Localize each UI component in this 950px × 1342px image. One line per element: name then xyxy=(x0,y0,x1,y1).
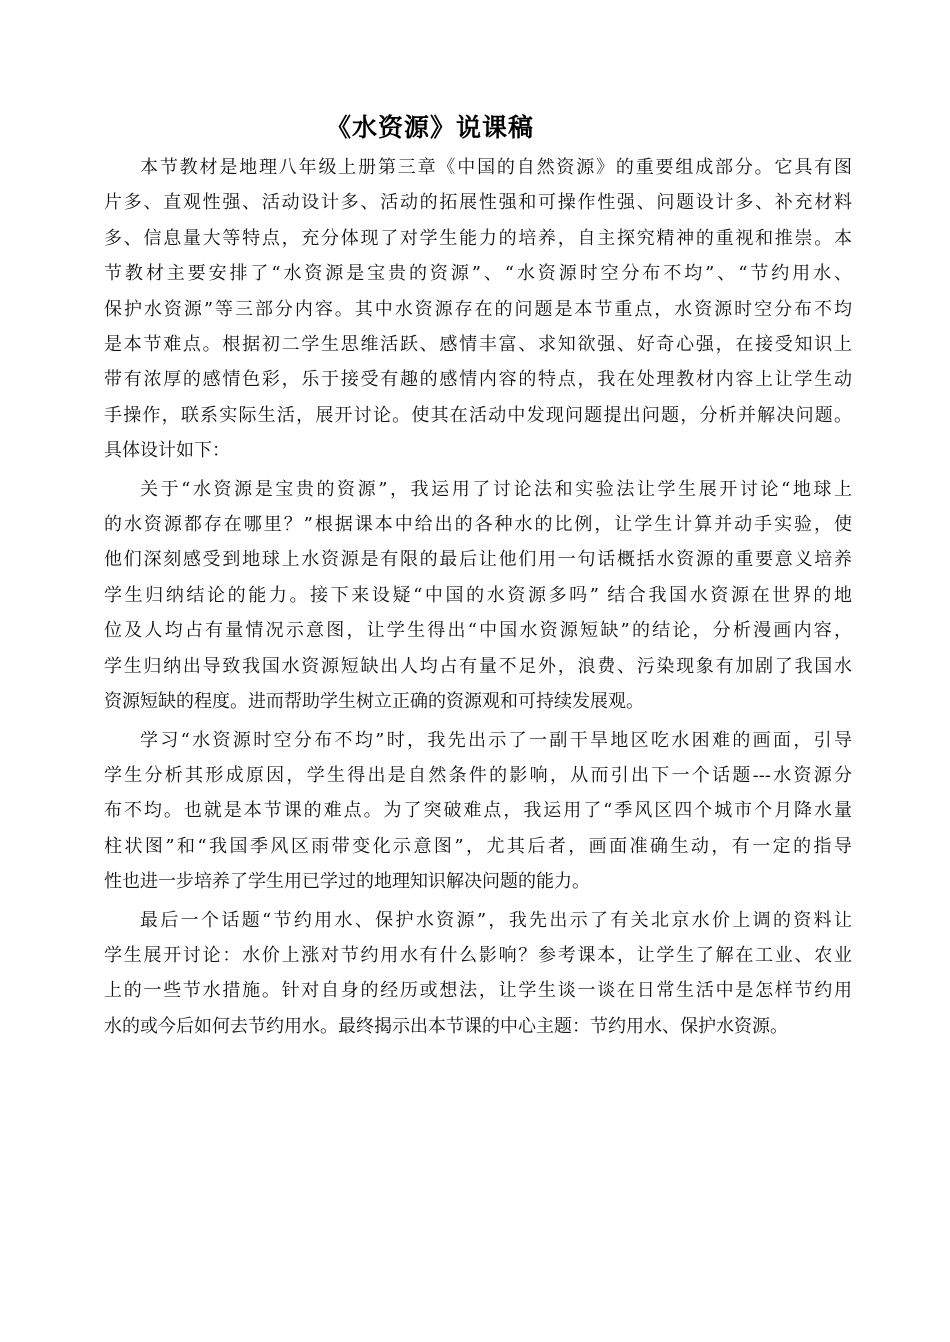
paragraph-intro xyxy=(104,150,852,469)
text-line: 的水资源都存在哪里？”根据课本中给出的各种水的比例，让学生计算并动手实验，使 xyxy=(104,514,852,536)
text-line: 手操作，联系实际生活，展开讨论。使其在活动中发现问题提出问题，分析并解决问题。 xyxy=(104,404,852,426)
document-body xyxy=(104,150,852,1044)
text-line: 具体设计如下： xyxy=(104,440,230,462)
text-line: 学生分析其形成原因，学生得出是自然条件的影响，从而引出下一个话题---水资源分 xyxy=(104,764,852,786)
text-line: 学生归纳结论的能力。接下来设疑“中国的水资源多吗” 结合我国水资源在世界的地 xyxy=(104,584,852,606)
text-line: 水的或今后如何去节约用水。最终揭示出本节课的中心主题：节约用水、保护水资源。 xyxy=(104,1015,788,1037)
text-line: 学生展开讨论：水价上涨对节约用水有什么影响？参考课本，让学生了解在工业、农业 xyxy=(104,944,852,966)
text-line: 保护水资源”等三部分内容。其中水资源存在的问题是本节重点，水资源时空分布不均 xyxy=(104,298,852,320)
text-line: 片多、直观性强、活动设计多、活动的拓展性强和可操作性强、问题设计多、补充材料 xyxy=(104,192,852,214)
text-line: 学生归纳出导致我国水资源短缺出人均占有量不足外，浪费、污染现象有加剧了我国水 xyxy=(104,655,852,677)
text-line: 学习“水资源时空分布不均”时，我先出示了一副干旱地区吃水困难的画面，引导 xyxy=(140,729,852,751)
document-title: 《水资源》说课稿 xyxy=(326,113,535,142)
paragraph-uneven-distribution xyxy=(104,723,852,900)
text-line: 带有浓厚的感情色彩，乐于接受有趣的感情内容的特点，我在处理教材内容上让学生动 xyxy=(104,369,852,391)
text-line: 他们深刻感受到地球上水资源是有限的最后让他们用一句话概括水资源的重要意义培养 xyxy=(104,549,852,571)
text-line: 是本节难点。根据初二学生思维活跃、感情丰富、求知欲强、好奇心强，在接受知识上 xyxy=(104,334,852,356)
text-line: 上的一些节水措施。针对自身的经历或想法，让学生谈一谈在日常生活中是怎样节约用 xyxy=(104,980,852,1002)
paragraph-save-water xyxy=(104,903,852,1045)
paragraph-precious-resource xyxy=(104,472,852,720)
text-line: 多、信息量大等特点，充分体现了对学生能力的培养，自主探究精神的重视和推崇。本 xyxy=(104,227,852,249)
text-line: 关于“水资源是宝贵的资源”，我运用了讨论法和实验法让学生展开讨论“地球上 xyxy=(140,478,852,500)
text-line: 资源短缺的程度。进而帮助学生树立正确的资源观和可持续发展观。 xyxy=(104,691,644,713)
text-line: 性也进一步培养了学生用已学过的地理知识解决问题的能力。 xyxy=(104,871,590,893)
text-line: 最后一个话题“节约用水、保护水资源”，我先出示了有关北京水价上调的资料让 xyxy=(140,909,852,931)
text-line: 柱状图”和“我国季风区雨带变化示意图”，尤其后者，画面准确生动，有一定的指导 xyxy=(104,835,852,857)
text-line: 位及人均占有量情况示意图，让学生得出“中国水资源短缺”的结论，分析漫画内容， xyxy=(104,620,852,642)
text-line: 布不均。也就是本节课的难点。为了突破难点，我运用了“季风区四个城市个月降水量 xyxy=(104,800,852,822)
text-line: 本节教材是地理八年级上册第三章《中国的自然资源》的重要组成部分。它具有图 xyxy=(140,157,852,178)
text-line: 节教材主要安排了“水资源是宝贵的资源”、“水资源时空分布不均”、“节约用水、 xyxy=(104,263,852,285)
